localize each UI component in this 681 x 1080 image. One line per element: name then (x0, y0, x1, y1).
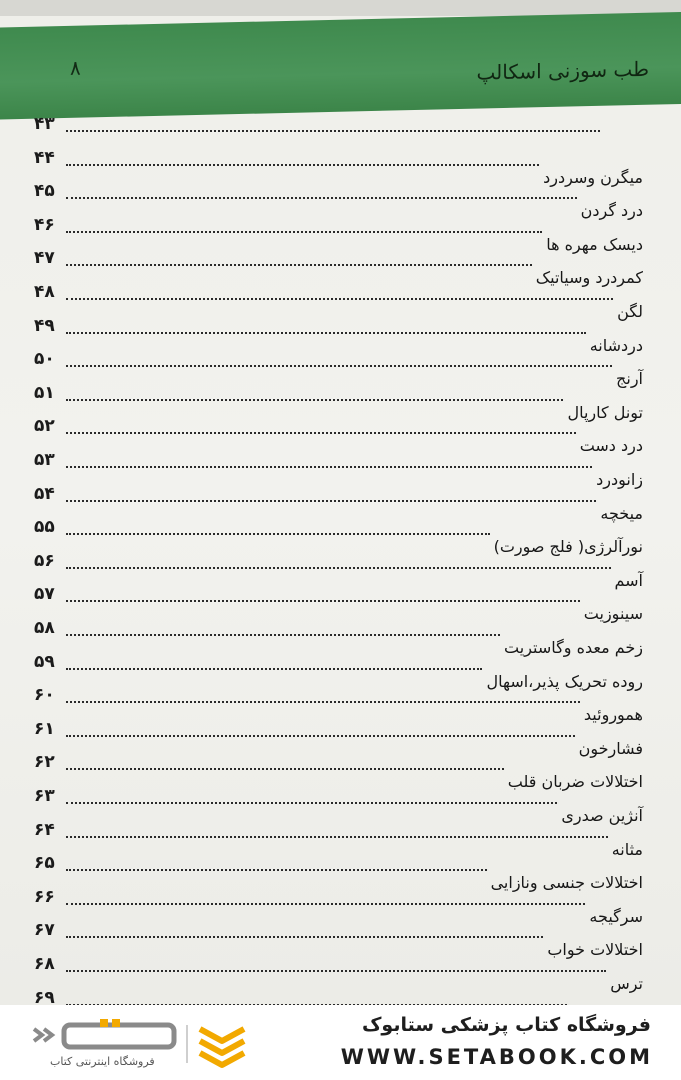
toc-entry-title[interactable]: سرگیجه (589, 906, 643, 926)
toc-page-number: ۵۵ (34, 517, 55, 538)
toc-entry-title[interactable]: آسم (614, 570, 643, 590)
toc-page-number: ۶۲ (34, 752, 55, 773)
logo-divider (186, 1025, 188, 1063)
toc-entry-title[interactable]: آنژین صدری (561, 806, 643, 825)
store-name: فروشگاه کتاب پزشکی ستابوک (361, 1014, 651, 1036)
toc-dot-leader (66, 701, 580, 703)
toc-dot-leader (66, 365, 612, 367)
toc-page-number: ۴۸ (34, 282, 55, 302)
toc-entry-title[interactable]: تونل کارپال (567, 402, 643, 422)
book-title: طب سوزنی اسکالپ (476, 56, 649, 85)
toc-entry-title[interactable]: هموروئید (583, 705, 643, 725)
toc-page-number: ۵۳ (34, 450, 55, 470)
toc-dot-leader (66, 432, 576, 434)
toc-entry-title[interactable]: درد گردن (580, 201, 643, 221)
toc-dot-leader (66, 634, 500, 636)
toc-entry-title[interactable]: اختلالات جنسی ونازایی (490, 873, 643, 893)
toc-dot-leader (66, 332, 586, 334)
toc-dot-leader (66, 164, 539, 166)
toc-entry-title[interactable]: فشارخون (578, 738, 643, 758)
toc-entry-title[interactable]: دردشانه (589, 335, 643, 355)
toc-entry-title[interactable]: لگن (617, 302, 643, 321)
logo-subtext: فروشگاه اینترنتی کتاب (50, 1055, 155, 1068)
toc-dot-leader (66, 298, 613, 300)
toc-page-number: ۶۸ (34, 954, 55, 974)
toc-page-number: ۵۷ (34, 584, 55, 605)
toc-dot-leader (66, 533, 490, 535)
toc-page-number: ۴۹ (34, 315, 55, 336)
toc-entry-title[interactable]: میخچه (600, 503, 643, 523)
toc-entry-title[interactable]: اختلالات ضربان قلب (507, 772, 643, 792)
toc-entry-title[interactable]: اختلالات خواب (547, 940, 643, 960)
toc-dot-leader (66, 399, 563, 401)
toc-page-number: ۵۸ (34, 618, 55, 638)
toc-page-number: ۵۰ (34, 349, 55, 370)
page-number: ۸ (70, 55, 81, 80)
toc-entry-title[interactable]: زانودرد (596, 470, 643, 489)
toc-dot-leader (66, 802, 557, 804)
toc-page-number: ۴۶ (34, 214, 55, 235)
toc-page-number: ۴۴ (34, 147, 55, 168)
toc-page-number: ۶۹ (34, 987, 55, 1005)
footer-banner (0, 1005, 681, 1080)
toc-dot-leader (66, 130, 600, 132)
toc-entry-title[interactable]: کمردرد وسیاتیک (535, 268, 643, 288)
toc-entry-title[interactable]: دیسک مهره ها (546, 234, 643, 254)
toc-dot-leader (66, 600, 580, 602)
toc-dot-leader (66, 970, 606, 972)
toc-dot-leader (66, 768, 504, 770)
toc-dot-leader (66, 836, 608, 838)
toc-page-number: ۵۱ (34, 382, 55, 403)
toc-entry-title[interactable]: آرنج (616, 369, 643, 389)
toc-dot-leader (66, 735, 575, 737)
toc-page-number: ۴۳ (34, 114, 55, 134)
toc-page-number: ۶۱ (34, 718, 55, 739)
toc-entry-title[interactable]: مثانه (611, 839, 643, 859)
toc-dot-leader (66, 197, 577, 199)
toc-dot-leader (66, 231, 542, 233)
toc-page-number: ۶۳ (34, 786, 55, 806)
toc-entry-title[interactable]: درد دست (579, 436, 643, 456)
toc-entry-title[interactable]: میگرن وسردرد (543, 167, 643, 187)
toc-page-number: ۶۴ (34, 819, 55, 840)
toc-dot-leader (66, 668, 482, 670)
toc-page-number: ۵۹ (34, 651, 55, 672)
toc-dot-leader (66, 466, 592, 468)
toc-entry-title[interactable]: ترس (610, 974, 643, 993)
toc-dot-leader (66, 264, 532, 266)
toc-entry-title[interactable]: نورآلرژی( فلج صورت) (493, 537, 643, 557)
toc-dot-leader (66, 500, 596, 502)
toc-entry-title[interactable]: سینوزیت (583, 604, 643, 624)
store-url[interactable]: WWW.SETABOOK.COM (340, 1045, 653, 1069)
setabook-logo-icon (30, 1015, 180, 1055)
toc-page-number: ۶۵ (34, 853, 55, 874)
toc-page-number: ۶۰ (34, 685, 55, 706)
book-stack-icon (196, 1019, 248, 1069)
toc-entry-title[interactable]: روده تحریک پذیر،اسهال (486, 671, 643, 691)
toc-page-number: ۵۲ (34, 416, 55, 437)
toc-dot-leader (66, 567, 611, 569)
toc-page-number: ۶۶ (34, 886, 55, 907)
toc-dot-leader (66, 869, 487, 871)
toc-entry-title[interactable]: زخم معده وگاستریت (504, 638, 643, 657)
toc-page-number: ۵۶ (34, 550, 55, 571)
toc-page-number: ۴۷ (34, 248, 55, 269)
toc-page-number: ۶۷ (34, 920, 55, 941)
toc-page-number: ۵۴ (34, 483, 55, 504)
toc-page-number: ۴۵ (34, 181, 55, 202)
toc-dot-leader (66, 903, 585, 905)
toc-dot-leader (66, 936, 543, 938)
